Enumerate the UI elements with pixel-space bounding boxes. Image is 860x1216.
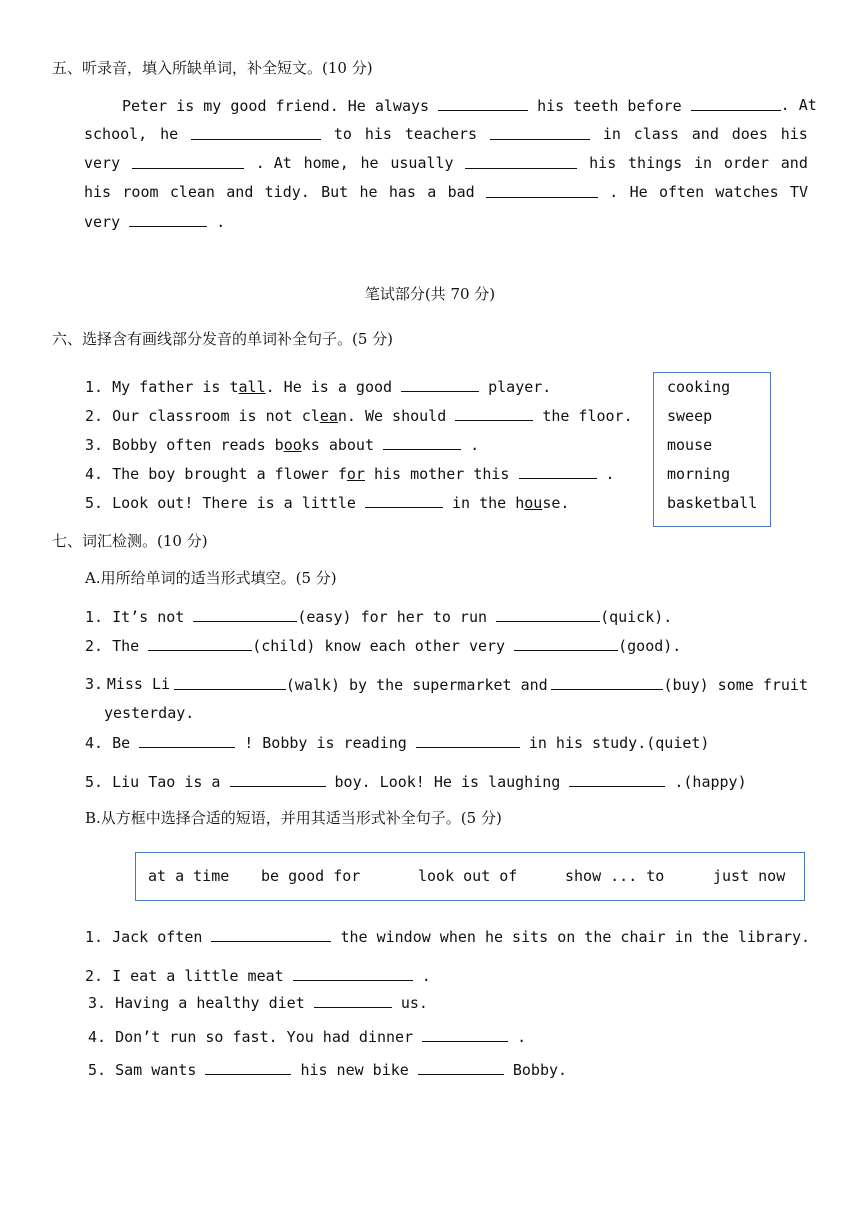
passage-blank[interactable] xyxy=(191,125,321,140)
passage-text: clean xyxy=(169,183,215,201)
vocab-question-4 xyxy=(85,733,709,752)
answer-blank[interactable] xyxy=(383,435,461,450)
answer-blank[interactable] xyxy=(205,1060,291,1075)
question-text: The xyxy=(112,637,140,655)
passage-blank[interactable] xyxy=(691,96,781,111)
question-text: Don’t run so fast. You had dinner xyxy=(115,1028,414,1046)
answer-blank[interactable] xyxy=(193,607,297,622)
word-bank-item: sweep xyxy=(667,407,713,425)
passage-text: TV xyxy=(789,183,808,201)
question-text: in the h xyxy=(452,494,525,512)
phrase-question-5 xyxy=(88,1060,567,1079)
passage-text: school, xyxy=(84,125,148,143)
vocab-question-2 xyxy=(85,636,681,655)
passage-text: Peter is my good friend. He always xyxy=(122,97,430,115)
phrase-bank-item: be good for xyxy=(261,867,361,885)
answer-blank[interactable] xyxy=(174,675,286,690)
answer-blank[interactable] xyxy=(422,1027,508,1042)
passage-text: watches xyxy=(715,183,779,201)
question-number: 4. xyxy=(85,734,104,752)
written-part-title: 笔试部分(共 70 分) xyxy=(364,285,496,303)
question-text: ks about xyxy=(301,436,374,454)
question-text: se. xyxy=(542,494,570,512)
underlined-sound: ea xyxy=(319,407,338,425)
question-text: Our classroom is not cl xyxy=(112,407,320,425)
question-number: 2. xyxy=(85,407,104,425)
question-text: . xyxy=(421,967,431,985)
passage-line-5 xyxy=(84,212,808,231)
question-text: his new bike xyxy=(300,1061,409,1079)
section-7-heading: 七、词汇检测。(10 分) xyxy=(52,532,208,550)
phrase-question-1 xyxy=(85,927,810,946)
question-text: Bobby often reads b xyxy=(112,436,284,454)
passage-text: in xyxy=(694,154,713,172)
phrase-bank-item: show ... to xyxy=(565,867,665,885)
question-text: Liu Tao is a xyxy=(112,773,221,791)
underlined-sound: or xyxy=(346,465,365,483)
question-number: 5. xyxy=(88,1061,107,1079)
word-bank-item: mouse xyxy=(667,436,713,454)
passage-text: usually xyxy=(390,154,454,172)
question-text: n. We should xyxy=(337,407,447,425)
passage-blank[interactable] xyxy=(465,154,577,169)
question-text: (good). xyxy=(618,637,682,655)
passage-text: his teeth before xyxy=(537,97,682,115)
question-text: . xyxy=(517,1028,527,1046)
question-text: (buy) some fruit xyxy=(663,676,808,694)
part-a-heading: A.用所给单词的适当形式填空。(5 分) xyxy=(85,569,337,587)
passage-text: room xyxy=(122,183,159,201)
passage-text: . At xyxy=(780,96,817,114)
passage-text: a xyxy=(427,183,437,201)
question-text: ! Bobby is reading xyxy=(244,734,407,752)
passage-text: very xyxy=(84,213,121,231)
passage-blank[interactable] xyxy=(438,96,528,111)
question-number: 5. xyxy=(85,773,104,791)
passage-text: . At xyxy=(255,154,292,172)
passage-text: class xyxy=(633,125,679,143)
passage-text: and xyxy=(780,154,808,172)
question-text: It’s not xyxy=(112,608,185,626)
passage-blank[interactable] xyxy=(490,125,590,140)
passage-text: tidy. xyxy=(264,183,310,201)
passage-text: things xyxy=(628,154,683,172)
question-text: Be xyxy=(112,734,131,752)
answer-blank[interactable] xyxy=(139,733,235,748)
question-text: My father is t xyxy=(112,378,239,396)
sound-question-1 xyxy=(85,377,551,396)
phrase-question-2 xyxy=(85,966,431,985)
phrase-bank-item: just now xyxy=(713,867,786,885)
question-text: . He is a good xyxy=(265,378,393,396)
question-number: 4. xyxy=(88,1028,107,1046)
passage-text: order xyxy=(723,154,769,172)
question-text: Sam wants xyxy=(115,1061,197,1079)
question-number: 1. xyxy=(85,378,104,396)
passage-line-1 xyxy=(84,96,817,115)
underlined-sound: ou xyxy=(524,494,543,512)
question-text: the floor. xyxy=(542,407,633,425)
question-number: 5. xyxy=(85,494,104,512)
question-number: 1. xyxy=(85,928,104,946)
answer-blank[interactable] xyxy=(293,966,413,981)
passage-text: his xyxy=(364,125,392,143)
underlined-sound: all xyxy=(238,378,266,396)
question-text: Bobby. xyxy=(512,1061,568,1079)
question-text: player. xyxy=(488,378,552,396)
passage-text: he xyxy=(359,183,378,201)
passage-blank[interactable] xyxy=(486,183,598,198)
question-text: us. xyxy=(400,994,428,1012)
answer-blank[interactable] xyxy=(519,464,597,479)
question-number: 3. xyxy=(85,436,104,454)
question-text: boy. Look! He is laughing xyxy=(334,773,561,791)
question-text: (quick). xyxy=(600,608,673,626)
sound-question-4 xyxy=(85,464,615,483)
answer-blank[interactable] xyxy=(455,406,533,421)
answer-blank[interactable] xyxy=(514,636,618,651)
answer-blank[interactable] xyxy=(211,927,331,942)
answer-blank[interactable] xyxy=(551,675,663,690)
question-text: I eat a little meat xyxy=(112,967,284,985)
answer-blank[interactable] xyxy=(365,493,443,508)
passage-text: in xyxy=(602,125,621,143)
question-number: 1. xyxy=(85,608,104,626)
question-number: 3. xyxy=(88,994,107,1012)
word-bank-item: cooking xyxy=(667,378,731,396)
passage-text: . xyxy=(216,213,226,231)
vocab-question-1 xyxy=(85,607,672,626)
question-number: 4. xyxy=(85,465,104,483)
passage-line-4 xyxy=(84,183,808,201)
passage-line-3 xyxy=(84,154,808,172)
answer-blank[interactable] xyxy=(230,772,326,787)
sound-question-2 xyxy=(85,406,633,425)
sound-question-3 xyxy=(85,435,479,454)
passage-text: bad xyxy=(447,183,475,201)
question-text: . xyxy=(470,436,480,454)
passage-text: his xyxy=(84,183,112,201)
question-text: The boy brought a flower f xyxy=(112,465,347,483)
passage-text: But xyxy=(321,183,349,201)
question-text: Look out! There is a little xyxy=(112,494,356,512)
section-6-heading: 六、选择含有画线部分发音的单词补全句子。(5 分) xyxy=(52,330,394,348)
passage-line-2 xyxy=(84,125,808,143)
question-text: (child) know each other very xyxy=(252,637,506,655)
passage-text: he xyxy=(360,154,379,172)
question-text: Miss Li xyxy=(106,675,171,693)
answer-blank[interactable] xyxy=(148,636,252,651)
question-number: 2. xyxy=(85,967,104,985)
question-text: Having a healthy diet xyxy=(115,994,305,1012)
phrase-bank-item: look out of xyxy=(418,867,518,885)
phrase-bank-box xyxy=(135,852,805,901)
question-text: the window when he sits on the chair in the library. xyxy=(340,928,811,946)
passage-text: He xyxy=(629,183,648,201)
question-text: in his study.(quiet) xyxy=(528,734,710,752)
question-number: 3. xyxy=(85,675,104,693)
word-bank-box xyxy=(653,372,771,527)
passage-text: often xyxy=(658,183,705,201)
phrase-question-3 xyxy=(88,993,428,1012)
passage-text: and xyxy=(691,125,719,143)
answer-blank[interactable] xyxy=(416,733,520,748)
answer-blank[interactable] xyxy=(418,1060,504,1075)
question-text: Jack often xyxy=(112,928,203,946)
passage-text: and xyxy=(226,183,254,201)
vocab-question-3 xyxy=(85,675,808,694)
phrase-question-4 xyxy=(88,1027,526,1046)
passage-text: . xyxy=(609,183,619,201)
sound-question-5 xyxy=(85,493,569,512)
passage-text: has xyxy=(388,183,416,201)
passage-text: home, xyxy=(303,154,349,172)
question-text: (easy) for her to run xyxy=(297,608,488,626)
vocab-question-5 xyxy=(85,772,747,791)
question-text: .(happy) xyxy=(674,773,747,791)
answer-blank[interactable] xyxy=(314,993,392,1008)
answer-blank[interactable] xyxy=(569,772,665,787)
question-text: . xyxy=(605,465,615,483)
part-b-heading: B.从方框中选择合适的短语，并用其适当形式补全句子。(5 分) xyxy=(85,809,502,827)
phrase-bank-item: at a time xyxy=(148,867,230,885)
passage-text: does xyxy=(731,125,768,143)
underlined-sound: oo xyxy=(283,436,302,454)
section-5-heading: 五、听录音，填入所缺单词，补全短文。(10 分) xyxy=(52,59,373,77)
question-text: his mother this xyxy=(364,465,510,483)
passage-blank[interactable] xyxy=(129,212,207,227)
vocab-question-3-cont: yesterday. xyxy=(104,704,195,722)
passage-text: to xyxy=(333,125,352,143)
word-bank-item: morning xyxy=(667,465,731,483)
passage-text: he xyxy=(160,125,179,143)
passage-text: teachers xyxy=(404,125,478,143)
answer-blank[interactable] xyxy=(496,607,600,622)
passage-blank[interactable] xyxy=(132,154,244,169)
word-bank-item: basketball xyxy=(667,494,758,512)
passage-text: very xyxy=(84,154,121,172)
answer-blank[interactable] xyxy=(401,377,479,392)
question-number: 2. xyxy=(85,637,104,655)
passage-text: his xyxy=(780,125,808,143)
question-text: (walk) by the supermarket and xyxy=(285,676,548,694)
passage-text: his xyxy=(589,154,617,172)
